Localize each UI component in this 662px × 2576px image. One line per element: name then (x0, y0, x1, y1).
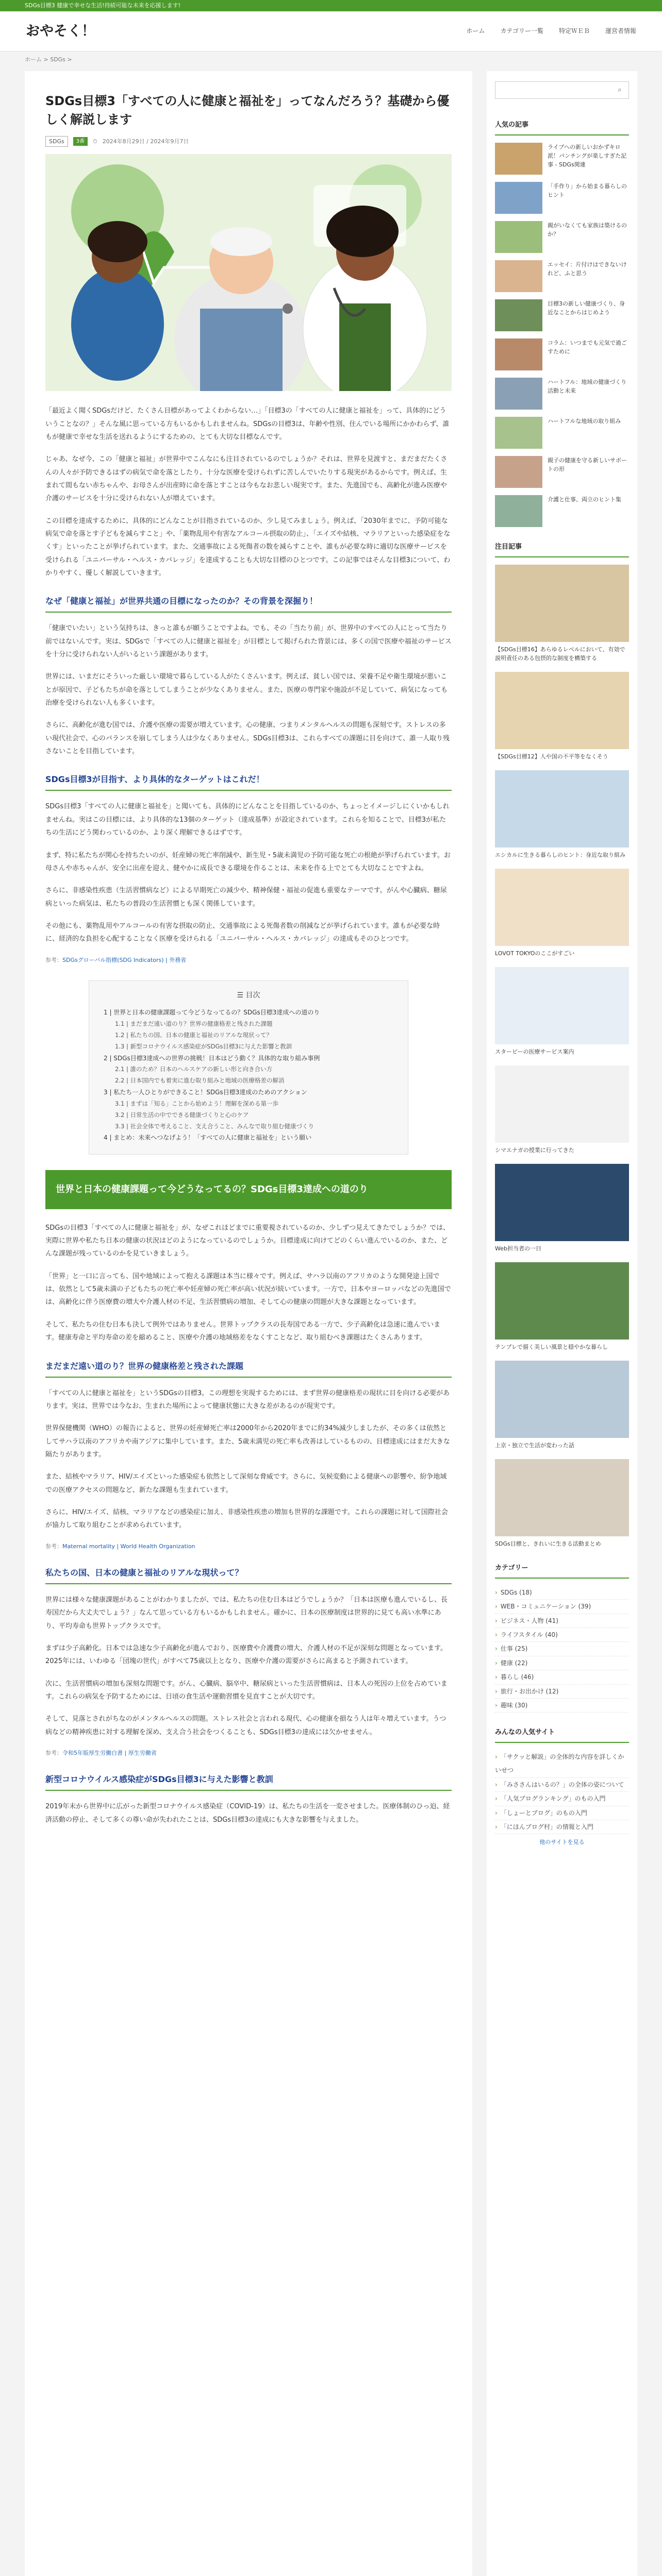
reference-link-1[interactable]: SDGsグローバル指標(SDG Indicators) | 外務省 (62, 956, 187, 963)
toc-item[interactable]: 3.3 | 社会全体で考えること、支え合うこと、みんなで取り組む健康づくり (115, 1122, 314, 1130)
popular-title: ハートフル：地域の健康づくり活動と未来 (548, 378, 627, 394)
toc-item[interactable]: 3.1 | まずは「知る」ことから始めよう！理解を深める第一歩 (115, 1099, 278, 1107)
picks-heading: みんなの人気サイト (495, 1727, 629, 1743)
top-announcement-bar (0, 0, 662, 11)
reference-2 (45, 1541, 452, 1551)
category-item[interactable]: › 仕事 (25) (495, 1642, 629, 1656)
section-heading-japan: 私たちの国、日本の健康と福祉のリアルな現状って？ (45, 1566, 452, 1584)
pick-item[interactable]: › 「サクッと解説」の全体的な内容を詳しくかいせつ (495, 1750, 629, 1778)
popular-title: 介護と仕事、両立のヒント集 (548, 496, 621, 503)
gap-paragraph-4: さらに、HIV/エイズ、結核、マラリアなどの感染症に加え、非感染性疾患の増加も世界的な課題です。これらの課題に対して国際社会が協力して取り組むことが求められています。 (45, 1508, 448, 1530)
popular-title: 「手作り」から始まる暮らしのヒント (548, 182, 627, 198)
popular-item[interactable] (495, 378, 629, 410)
featured-thumbnail (495, 1262, 629, 1340)
category-item[interactable]: › 暮らし (46) (495, 1670, 629, 1684)
reference-3 (45, 1748, 452, 1758)
popular-title: 親がいなくても家族は築けるのか？ (548, 222, 627, 238)
popular-thumbnail (495, 417, 542, 449)
popular-title: 親子の健康を守る新しいサポートの形 (548, 456, 627, 472)
toc-list (104, 1007, 393, 1144)
toc-item[interactable]: 2.2 | 日本国内でも着実に進む取り組みと地域の医療格差の解消 (115, 1077, 285, 1084)
featured-item[interactable] (495, 869, 629, 958)
popular-item[interactable] (495, 338, 629, 370)
featured-thumbnail (495, 1164, 629, 1241)
toc-item[interactable]: 1 | 世界と日本の健康課題って今どうなってるの？SDGs目標3達成への道のり (104, 1009, 320, 1016)
breadcrumb: ホーム > SDGs > (25, 56, 72, 63)
featured-item[interactable] (495, 1164, 629, 1253)
nav-categories[interactable]: カテゴリー一覧 (500, 27, 543, 35)
popular-item[interactable] (495, 495, 629, 527)
featured-item[interactable] (495, 1459, 629, 1548)
popular-title: ハートフルな地域の取り組み (548, 417, 621, 425)
popular-heading: 人気の記事 (495, 120, 629, 135)
sidebar (487, 71, 637, 2576)
featured-caption: SDGs目標と、きれいに生きる活動まとめ (495, 1540, 601, 1547)
announcement-text: SDGs目標3 健康で幸せな生活!持続可能な未来を応援します! (25, 2, 181, 9)
covid-paragraph-1: 2019年末から世界中に広がった新型コロナウイルス感染症（COVID-19）は、私たちの生活を一変させました。医療体制のひっ迫、経済活動の停止、そして多くの尊い命が失われたことは、SDGs目標3の達成にも大きな影響を与えました。 (45, 1803, 450, 1824)
japan-paragraph-2: まずは少子高齢化。日本では急速な少子高齢化が進んでおり、医療費や介護費の増大、介護人材の不足が深刻な問題となっています。2025年には、いわゆる「団塊の世代」がすべて75歳以上となり、医療や介護の需要がさらに高まると予測されています。 (45, 1644, 447, 1666)
featured-item[interactable] (495, 770, 629, 859)
background-paragraph-3: さらに、高齢化が進む国では、介護や医療の需要が増えています。心の健康、つまりメンタルヘルスの問題も深刻です。ストレスの多い現代社会で、心のバランスを崩してしまう人は少なくありません。SDGs目標3は、これらすべての課題に目を向けて、誰一人取り残さないことを目指しています。 (45, 721, 450, 756)
pick-item[interactable]: › 「みささんはいるの？」の全体の姿について (495, 1778, 629, 1792)
section-heading-targets: SDGs目標3が目指す、より具体的なターゲットはこれだ！ (45, 772, 452, 791)
popular-title: 目標3の新しい健康づくり、身近なことからはじめよう (548, 300, 625, 316)
toc-title-text: 目次 (245, 991, 260, 999)
goal-badge: 3番 (73, 137, 88, 146)
reference-label: 参考： (45, 956, 62, 963)
toc-item[interactable]: 1.2 | 私たちの国、日本の健康と福祉のリアルな現状って？ (115, 1031, 273, 1039)
category-item[interactable]: › SDGs (18) (495, 1586, 629, 1600)
list-icon: ☰ (237, 991, 246, 999)
toc-item[interactable]: 1.3 | 新型コロナウイルス感染症がSDGs目標3に与えた影響と教訓 (115, 1042, 292, 1050)
featured-caption: エシカルに生きる暮らしのヒント：身近な取り組み (495, 851, 625, 858)
featured-caption: LOVOT TOKYOのここがすごい (495, 950, 575, 957)
reference-label: 参考： (45, 1749, 62, 1756)
reference-label: 参考： (45, 1543, 62, 1550)
popular-thumbnail (495, 143, 542, 175)
intro-paragraph-2: じゃあ、なぜ今、この「健康と福祉」が世界中でこんなにも注目されているのでしょうか？それは、世界を見渡すと、まだまだたくさんの人々が予防できるはずの病気で命を落としたり、十分な医療を受けられずに苦しんでいたりする現実があるからです。例えば、生まれて間もない赤ちゃんや、お母さんが出産時に命を落とすことは今もなお悲しい現実です。また、先進国でも、高齢化が進み医療や介護のサービスを十分に受けられない人が増えています。 (45, 455, 448, 503)
japan-paragraph-1: 世界には様々な健康課題があることがわかりましたが、では、私たちの住む日本はどうでしょうか？「日本は医療も進んでいるし、長寿国だから大丈夫でしょう？」なんて思っている方もいるかもしれません。確かに、日本の医療制度は世界的に見ても高い水準にあり、平均寿命も世界トップクラスです。 (45, 1596, 448, 1630)
targets-paragraph-1: SDGs目標3「すべての人に健康と福祉を」と聞いても、具体的にどんなことを目指しているのか、ちょっとイメージしにくいかもしれませんね。実はこの目標には、より具体的な13個のターゲット（達成基準）が設定されています。これらを知ることで、目標3が私たちの生活にどう関わっているのか、より深く理解できるはずです。 (45, 803, 450, 837)
popular-thumbnail (495, 299, 542, 331)
main-nav (466, 26, 636, 37)
popular-thumbnail (495, 378, 542, 410)
category-badge[interactable]: SDGs (45, 136, 68, 147)
popular-item[interactable] (495, 260, 629, 292)
pick-item[interactable]: › 「しょーとブログ」のもの入門 (495, 1806, 629, 1820)
nav-special[interactable]: 特定ＷＥＢ (558, 27, 590, 35)
japan-paragraph-3: 次に、生活習慣病の増加も深刻な問題です。がん、心臓病、脳卒中、糖尿病といった生活習慣病は、日本人の死因の上位を占めています。これらの病気を予防するためには、日頃の食生活や運動習慣を見直すことが大切です。 (45, 1680, 448, 1701)
toc-item[interactable]: 1.1 | まだまだ遠い道のり？世界の健康格差と残された課題 (115, 1020, 273, 1028)
reference-1 (45, 955, 452, 965)
nav-about[interactable]: 運営者情報 (605, 27, 636, 35)
featured-item[interactable] (495, 1262, 629, 1351)
table-of-contents (89, 980, 408, 1155)
gap-paragraph-3: また、結核やマラリア、HIV/エイズといった感染症も依然として深刻な脅威です。さらに、気候変動による健康への影響や、紛争地域での医療アクセスの問題など、新たな課題も生まれています。 (45, 1473, 447, 1494)
intro-paragraph-3: この目標を達成するために、具体的にどんなことが目指されているのか、少し見てみましょう。例えば、「2030年までに、予防可能な病気で命を落とす子どもを減らすこと」や、「薬物乱用や有害なアルコール摂取の防止」、「エイズや結核、マラリアといった感染症をなくす」といったことが挙げられています。また、交通事故による死傷者の数を減らすことや、誰もが必要な時に適切な医療サービスを受けられる「ユニバーサル・ヘルス・カバレッジ」を達成することも大切な目標のひとつです。この記事ではそんな目標3について、わかりやすく、優しく解説していきます。 (45, 517, 451, 578)
background-paragraph-2: 世界には、いまだにそういった厳しい環境で暮らしている人がたくさんいます。例えば、貧しい国では、栄養不足や衛生環境が悪いことが原因で、子どもたちが命を落としてしまうことが少なくありません。また、医療の専門家や施設が不足していて、病気になっても治療を受けられない人も多くいます。 (45, 673, 448, 707)
doctor-patient-illustration (45, 154, 452, 391)
targets-paragraph-3: さらに、非感染性疾患（生活習慣病など）による早期死亡の減少や、精神保健・福祉の促進も重要なテーマです。がんや心臓病、糖尿病といった病気は、私たちの普段の生活習慣とも深く関係しています。 (45, 887, 447, 908)
category-item[interactable]: › 健康 (22) (495, 1656, 629, 1670)
popular-item[interactable] (495, 182, 629, 214)
category-item[interactable]: › WEB・コミュニケーション (39) (495, 1600, 629, 1614)
site-logo[interactable]: おやそく！ (26, 23, 95, 39)
featured-heading: 注目記事 (495, 541, 629, 557)
featured-thumbnail (495, 1459, 629, 1536)
featured-list (495, 565, 629, 1549)
toc-title (104, 989, 393, 1002)
hero-illustration (45, 154, 452, 391)
toc-item[interactable]: 2 | SDGs目標3達成への世界の挑戦！日本はどう動く？具体的な取り組み事例 (104, 1054, 320, 1062)
featured-thumbnail (495, 1361, 629, 1438)
toc-item[interactable]: 2.1 | 誰のため？日本のヘルスケアの新しい形と向き合い方 (115, 1065, 273, 1073)
search-input[interactable] (495, 82, 611, 98)
search-box (495, 81, 629, 99)
article-date: 2024年8月29日 / 2024年9月7日 (102, 138, 189, 145)
gap-paragraph-2: 世界保健機関（WHO）の報告によると、世界の妊産婦死亡率は2000年から2020年までに約34%減少しましたが、その多くは依然としてサハラ以南のアフリカや南アジアに集中しています。また、5歳未満児の死亡率も改善はしているものの、目標達成にはまだ大きな隔たりがあります。 (45, 1425, 450, 1459)
featured-thumbnail (495, 672, 629, 749)
featured-caption: テンプレで描く美しい風景と穏やかな暮らし (495, 1343, 608, 1350)
targets-paragraph-4: その他にも、薬物乱用やアルコールの有害な摂取の防止、交通事故による死傷者数の削減などが挙げられています。誰もが必要な時に、経済的な負担を心配することなく医療を受けられる「ユニバーサル・ヘルス・カバレッジ」の達成もそのひとつです。 (45, 922, 440, 943)
world-paragraph-1: SDGsの目標3「すべての人に健康と福祉を」が、なぜこれほどまでに重要視されているのか、少しずつ見えてきたでしょうか？では、実際に世界や私たち日本の健康の状況はどのようになっているのでしょうか。目標達成に向けてどのくらい進んでいるのか、また、どんな課題が残っているのかを見ていきましょう。 (45, 1224, 450, 1258)
read-more-link[interactable]: 他のサイトを見る (539, 1839, 585, 1846)
category-item[interactable]: › 趣味 (30) (495, 1699, 629, 1713)
popular-title: コラム：いつまでも元気で過ごすために (548, 339, 627, 355)
popular-list (495, 143, 629, 527)
popular-item[interactable] (495, 417, 629, 449)
section-heading-world-japan: 世界と日本の健康課題って今どうなってるの？SDGs目標3達成への道のり (45, 1170, 452, 1209)
popular-thumbnail (495, 495, 542, 527)
nav-home[interactable]: ホーム (466, 27, 485, 35)
category-list (495, 1586, 629, 1713)
section-heading-background: なぜ「健康と福祉」が世界共通の目標になったのか？その背景を深掘り！ (45, 594, 452, 613)
featured-item[interactable] (495, 1361, 629, 1450)
categories-heading: カテゴリー (495, 1563, 629, 1579)
featured-caption: スタービーの医療サービス案内 (495, 1048, 574, 1055)
featured-thumbnail (495, 1065, 629, 1143)
featured-caption: 【SDGs目標16】あらゆるレベルにおいて、有効で説明責任のある包摂的な制度を構築する (495, 646, 625, 662)
search-icon[interactable]: ⌕ (618, 86, 622, 94)
pick-item[interactable]: › 「人気ブログランキング」のもの入門 (495, 1792, 629, 1806)
popular-thumbnail (495, 338, 542, 370)
featured-thumbnail (495, 967, 629, 1044)
featured-thumbnail (495, 770, 629, 848)
toc-item[interactable]: 3 | 私たち一人ひとりができること！SDGs目標3達成のためのアクション (104, 1089, 307, 1096)
toc-item[interactable]: 3.2 | 日常生活の中でできる健康づくりと心のケア (115, 1111, 249, 1118)
background-paragraph-1: 「健康でいたい」という気持ちは、きっと誰もが願うことですよね。でも、その「当たり前」が、世界中のすべての人にとって当たり前ではないんです。実は、SDGsで「すべての人に健康と福祉を」が目標として掲げられた背景には、多くの国で医療や福祉のサービスを十分に受けられない人がいるという課題があります。 (45, 624, 452, 659)
featured-thumbnail (495, 565, 629, 642)
pick-item[interactable]: › 「にほんブログ村」の情報と入門 (495, 1820, 629, 1834)
section-heading-gap: まだまだ遠い道のり？世界の健康格差と残された課題 (45, 1359, 452, 1378)
toc-item[interactable]: 4 | まとめ：未来へつなげよう！「すべての人に健康と福祉を」という願い (104, 1134, 312, 1142)
popular-thumbnail (495, 182, 542, 214)
popular-title: ライブへの新しいおかずキロ派！パンチングが楽しすぎた記事 - SDGs関連 (548, 143, 627, 168)
featured-item[interactable] (495, 672, 629, 761)
article-title: SDGs目標3「すべての人に健康と福祉を」ってなんだろう？基礎から優しく解説します (45, 94, 450, 127)
gap-paragraph-1: 「すべての人に健康と福祉を」というSDGsの目標3。この理想を実現するためには、まず世界の健康格差の現状に目を向ける必要があります。実は、世界では今なお、生まれた場所によって健康状態に大きな差があるのが現実です。 (45, 1389, 450, 1410)
popular-item[interactable] (495, 299, 629, 331)
popular-title: エッセイ：片付けはできないけれど、ふと思う (548, 261, 627, 277)
page-wrap (0, 71, 662, 2576)
reference-link-3[interactable]: 令和5年版厚生労働白書 | 厚生労働省 (62, 1749, 157, 1756)
popular-item[interactable] (495, 456, 629, 488)
featured-caption: Web担当者の一日 (495, 1245, 541, 1252)
reference-link-2[interactable]: Maternal mortality | World Health Organization (62, 1543, 195, 1550)
section-heading-covid: 新型コロナウイルス感染症がSDGs目標3に与えた影響と教訓 (45, 1772, 452, 1791)
picks-list (495, 1750, 629, 1834)
featured-caption: 【SDGs目標12】人や国の不平等をなくそう (495, 753, 608, 760)
category-item[interactable]: › ライフスタイル (40) (495, 1628, 629, 1642)
japan-paragraph-4: そして、見落とされがちなのがメンタルヘルスの問題。ストレス社会と言われる現代、心の健康を損なう人は年々増えています。うつ病などの精神疾患に対する理解を深め、支え合う社会をつくることも、SDGs目標3の達成には欠かせません。 (45, 1715, 446, 1736)
intro-paragraph-1: 「最近よく聞くSDGsだけど、たくさん目標があってよくわからない…」「目標3の「すべての人に健康と福祉を」って、具体的にどういうことなの？」そんな風に思っている方もいるかもしれませんね。SDGsの目標3は、年齢や性別、住んでいる場所にかかわらず、誰もが健康で幸せな生活を送れるようにするための、とても大切な目標なんです。 (45, 407, 450, 441)
clock-icon: ⏱ (93, 138, 97, 145)
featured-item[interactable] (495, 1065, 629, 1155)
featured-thumbnail (495, 869, 629, 946)
popular-item[interactable] (495, 143, 629, 175)
featured-item[interactable] (495, 565, 629, 663)
article-main (25, 71, 472, 2576)
world-paragraph-2: 「世界」と一口に言っても、国や地域によって抱える課題は本当に様々です。例えば、サハラ以南のアフリカのような開発途上国では、依然として5歳未満の子どもたちの死亡率や妊産婦の死亡率が高い状況が続いています。一方で、日本やヨーロッパなどの先進国では、高齢化に伴う医療費の増大や介護人材の不足、生活習慣病の増加、そして心の健康の問題が大きな課題となっています。 (45, 1272, 451, 1307)
featured-caption: 上京・独立で生活が変わった話 (495, 1442, 574, 1449)
popular-thumbnail (495, 221, 542, 253)
world-paragraph-3: そして、私たちの住む日本も決して例外ではありません。世界トップクラスの長寿国である一方で、少子高齢化は急速に進んでいます。健康寿命と平均寿命の差を縮めること、医療や介護の地域格差をなくすことなど、取り組むべき課題はたくさんあります。 (45, 1320, 441, 1342)
popular-item[interactable] (495, 221, 629, 253)
popular-thumbnail (495, 456, 542, 488)
targets-paragraph-2: まず、特に私たちが関心を持ちたいのが、妊産婦の死亡率削減や、新生児・5歳未満児の予防可能な死亡の根絶が挙げられています。お母さんや赤ちゃんが、安全に出産を迎え、健やかに成長できる環境を作ることは、未来を作る上でとても大切なことですよね。 (45, 851, 451, 872)
site-header (0, 11, 662, 52)
category-item[interactable]: › ビジネス・人物 (41) (495, 1614, 629, 1628)
featured-item[interactable] (495, 967, 629, 1056)
article-meta (45, 136, 452, 147)
featured-caption: シマエナガの授業に行ってきた (495, 1146, 574, 1154)
category-item[interactable]: › 旅行・お出かけ (12) (495, 1685, 629, 1699)
popular-thumbnail (495, 260, 542, 292)
